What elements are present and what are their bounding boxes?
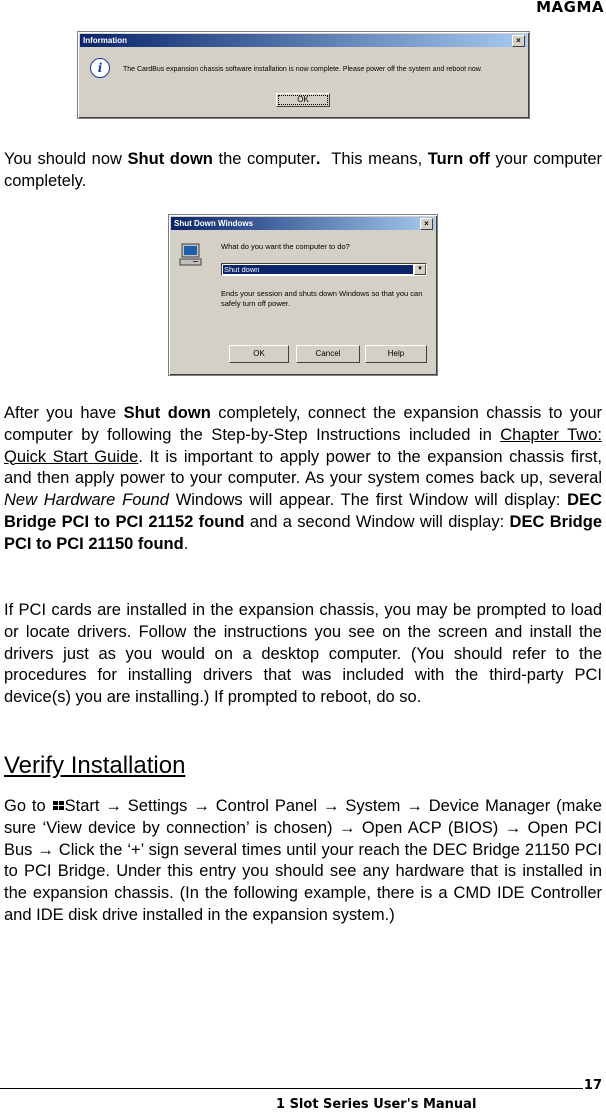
text: This means, xyxy=(320,150,428,168)
help-button[interactable] xyxy=(365,345,427,363)
paragraph-drivers: If PCI cards are installed in the expansion chassis, you may be prompted to load or locate drivers. Follow the instructions you see on the screen and install the drivers just as you would on a desktop computer. (You should refer to the procedures for installing drivers that was included with the third-party PCI device(s) you are installing.) If prompted to reboot, do so. xyxy=(4,601,602,707)
emphasis: Shut down xyxy=(127,150,213,168)
close-icon[interactable]: × xyxy=(420,218,433,230)
chapter-two-link[interactable]: Chapter Two: Quick Start Guide xyxy=(4,425,602,466)
shutdown-dialog-titlebar xyxy=(171,217,435,230)
footer-rule xyxy=(0,1088,583,1089)
paragraph-shutdown xyxy=(4,149,602,193)
text: Go to xyxy=(4,797,52,815)
text: You should now xyxy=(4,150,128,168)
ok-button[interactable] xyxy=(229,345,289,363)
page-number: 17 xyxy=(583,1078,602,1093)
ok-button-label: OK xyxy=(253,349,265,358)
windows-start-icon xyxy=(52,800,65,812)
emphasis: DEC Bridge PCI to PCI 21150 found xyxy=(4,512,603,553)
ok-button[interactable] xyxy=(276,93,330,107)
paragraph-after-shutdown xyxy=(4,403,602,556)
emphasis: Turn off xyxy=(427,150,490,168)
emphasis: New Hardware Found xyxy=(4,491,169,510)
text: completely, connect the expansion chassis to your computer by following the Step-by-Step Instructions included in xyxy=(4,404,602,444)
cancel-button-label: Cancel xyxy=(315,349,341,358)
emphasis: Shut down xyxy=(123,404,211,422)
text: After you have xyxy=(4,404,124,422)
ok-button-label: OK xyxy=(297,95,309,104)
text: Windows will appear. The first Window will display: xyxy=(168,491,568,510)
text: . xyxy=(183,534,189,553)
text: . It is important to apply power to the expansion chassis first, and then apply power to your computer. As your system comes back up, several xyxy=(4,447,602,488)
computer-icon xyxy=(179,243,203,269)
cancel-button[interactable] xyxy=(296,345,360,363)
text: and a second Window will display: xyxy=(244,512,510,531)
manual-title: 1 Slot Series User's Manual xyxy=(276,1097,477,1112)
brand-header: MAGMA xyxy=(536,0,604,16)
text: → Settings → Control Panel → System → Device Manager (make sure ‘View device by connection’ is chosen) → Open ACP (BIOS) → Open PCI Bus → Click the ‘+’ sign several times until your reach the DEC Bridge 21150 PCI to PCI Bridge. Under this entry you should see any hardware that is installed in the expansion chassis. (In the following example, there is a CMD IDE Controller and IDE disk drive installed in the expansion system.) xyxy=(4,797,602,924)
shutdown-question: What do you want the computer to do? xyxy=(221,242,350,251)
text: the computer xyxy=(212,150,316,168)
shutdown-dialog xyxy=(168,214,438,376)
shutdown-option-select[interactable] xyxy=(221,263,427,276)
shutdown-description: Ends your session and shuts down Windows so that you can safely turn off power. xyxy=(221,289,423,308)
info-icon: i xyxy=(90,58,110,78)
info-dialog-message: The CardBus expansion chassis software installation is now complete. Please power off the system and reboot now. xyxy=(123,66,483,73)
close-icon[interactable]: × xyxy=(512,35,525,47)
info-dialog-title: Information xyxy=(83,36,127,45)
info-dialog xyxy=(77,31,530,119)
emphasis: . xyxy=(315,150,321,168)
emphasis: DEC Bridge PCI to PCI 21152 found xyxy=(4,491,602,531)
shutdown-selected-value: Shut down xyxy=(223,265,413,274)
info-dialog-titlebar xyxy=(80,34,527,47)
section-heading: Verify Installation xyxy=(4,752,186,779)
text: Start xyxy=(64,797,100,815)
shutdown-dialog-title: Shut Down Windows xyxy=(174,219,254,228)
help-button-label: Help xyxy=(387,349,405,358)
paragraph-verify xyxy=(4,796,602,927)
chevron-down-icon[interactable]: ▼ xyxy=(414,264,426,275)
text: your computer completely. xyxy=(4,150,602,190)
